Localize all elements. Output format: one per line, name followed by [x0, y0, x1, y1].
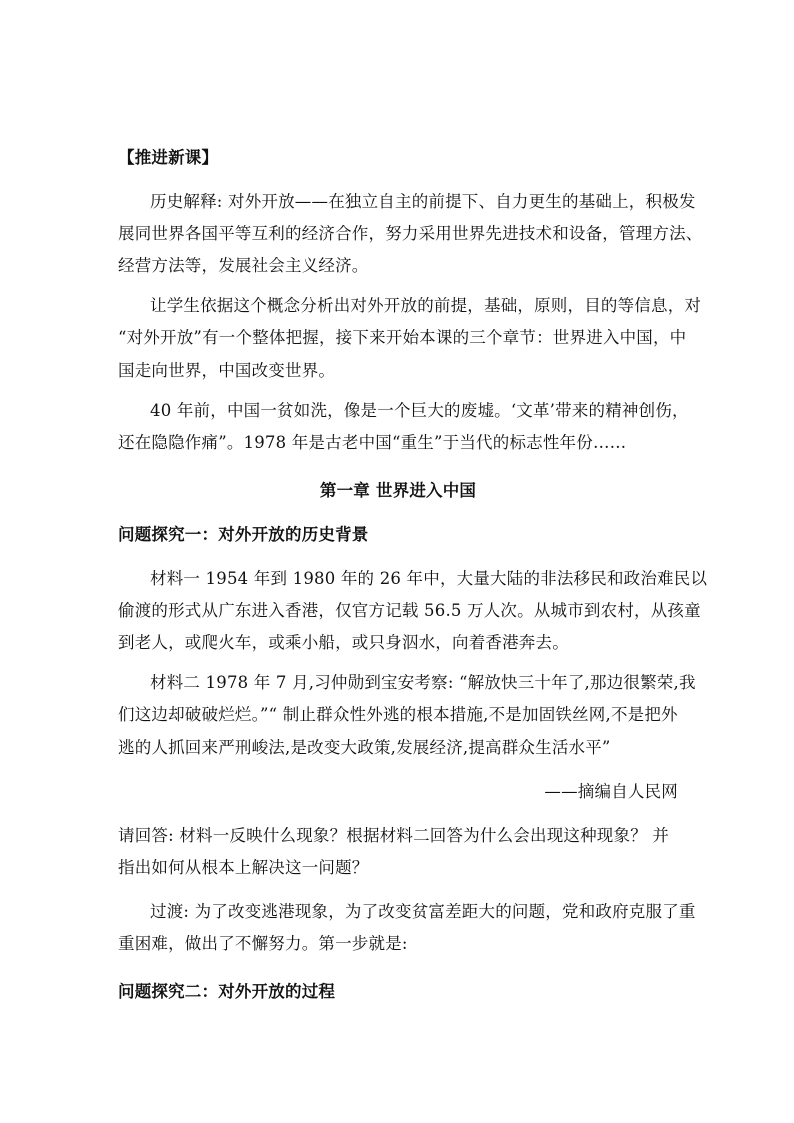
section-heading: 【推进新课】 [118, 148, 219, 167]
transition-line2: 重困难，做出了不懈努力。第一步就是: [118, 934, 408, 953]
para3-line2: 还在隐隐作痛”。1978 年是古老中国“重生”于当代的标志性年份…… [118, 433, 627, 452]
chapter-title: 第一章 世界进入中国 [319, 481, 477, 500]
material1-line3: 到老人，或爬火车，或乘小船，或只身泅水，向着香港奔去。 [118, 633, 569, 652]
para2-line3: 国走向世界，中国改变世界。 [118, 361, 336, 380]
para1-line3: 经营方法等，发展社会主义经济。 [118, 256, 369, 275]
para3-line1: 40 年前，中国一贫如洗，像是一个巨大的废墟。‘文革’带来的精神创伤， [150, 401, 689, 420]
para1-line2: 展同世界各国平等互利的经济合作，努力采用世界先进技术和设备，管理方法、 [118, 224, 703, 243]
material2-line2: 们这边却破破烂烂。”“ 制止群众性外逃的根本措施,不是加固铁丝网,不是把外 [118, 705, 678, 724]
question-line1: 请回答: 材料一反映什么现象？根据材料二回答为什么会出现这种现象？ 并 [118, 826, 670, 845]
question-line2: 指出如何从根本上解决这一问题？ [118, 858, 369, 877]
material2-line3: 逃的人抓回来严刑峻法,是改变大政策,发展经济,提高群众生活水平” [118, 738, 611, 757]
material2-line1: 材料二 1978 年 7 月,习仲勋到宝安考察: “解放快三十年了,那边很繁荣,我 [150, 673, 696, 692]
para1-line1: 历史解释: 对外开放——在独立自主的前提下、自力更生的基础上，积极发 [150, 192, 696, 211]
material1-line1: 材料一 1954 年到 1980 年的 26 年中，大量大陆的非法移民和政治难民以 [150, 569, 708, 588]
para2-line1: 让学生依据这个概念分析出对外开放的前提，基础，原则，目的等信息，对 [150, 296, 702, 315]
material1-line2: 偷渡的形式从广东进入香港，仅官方记载 56.5 万人次。从城市到农村，从孩童 [118, 601, 701, 620]
source-citation: ——摘编自人民网 [544, 782, 678, 801]
inquiry1-title: 问题探究一：对外开放的历史背景 [118, 525, 369, 544]
para2-line2: “对外开放”有一个整体把握，接下来开始本课的三个章节：世界进入中国，中 [118, 328, 687, 347]
inquiry2-title: 问题探究二：对外开放的过程 [118, 982, 336, 1001]
transition-line1: 过渡: 为了改变逃港现象，为了改变贫富差距大的问题，党和政府克服了重 [150, 902, 696, 921]
